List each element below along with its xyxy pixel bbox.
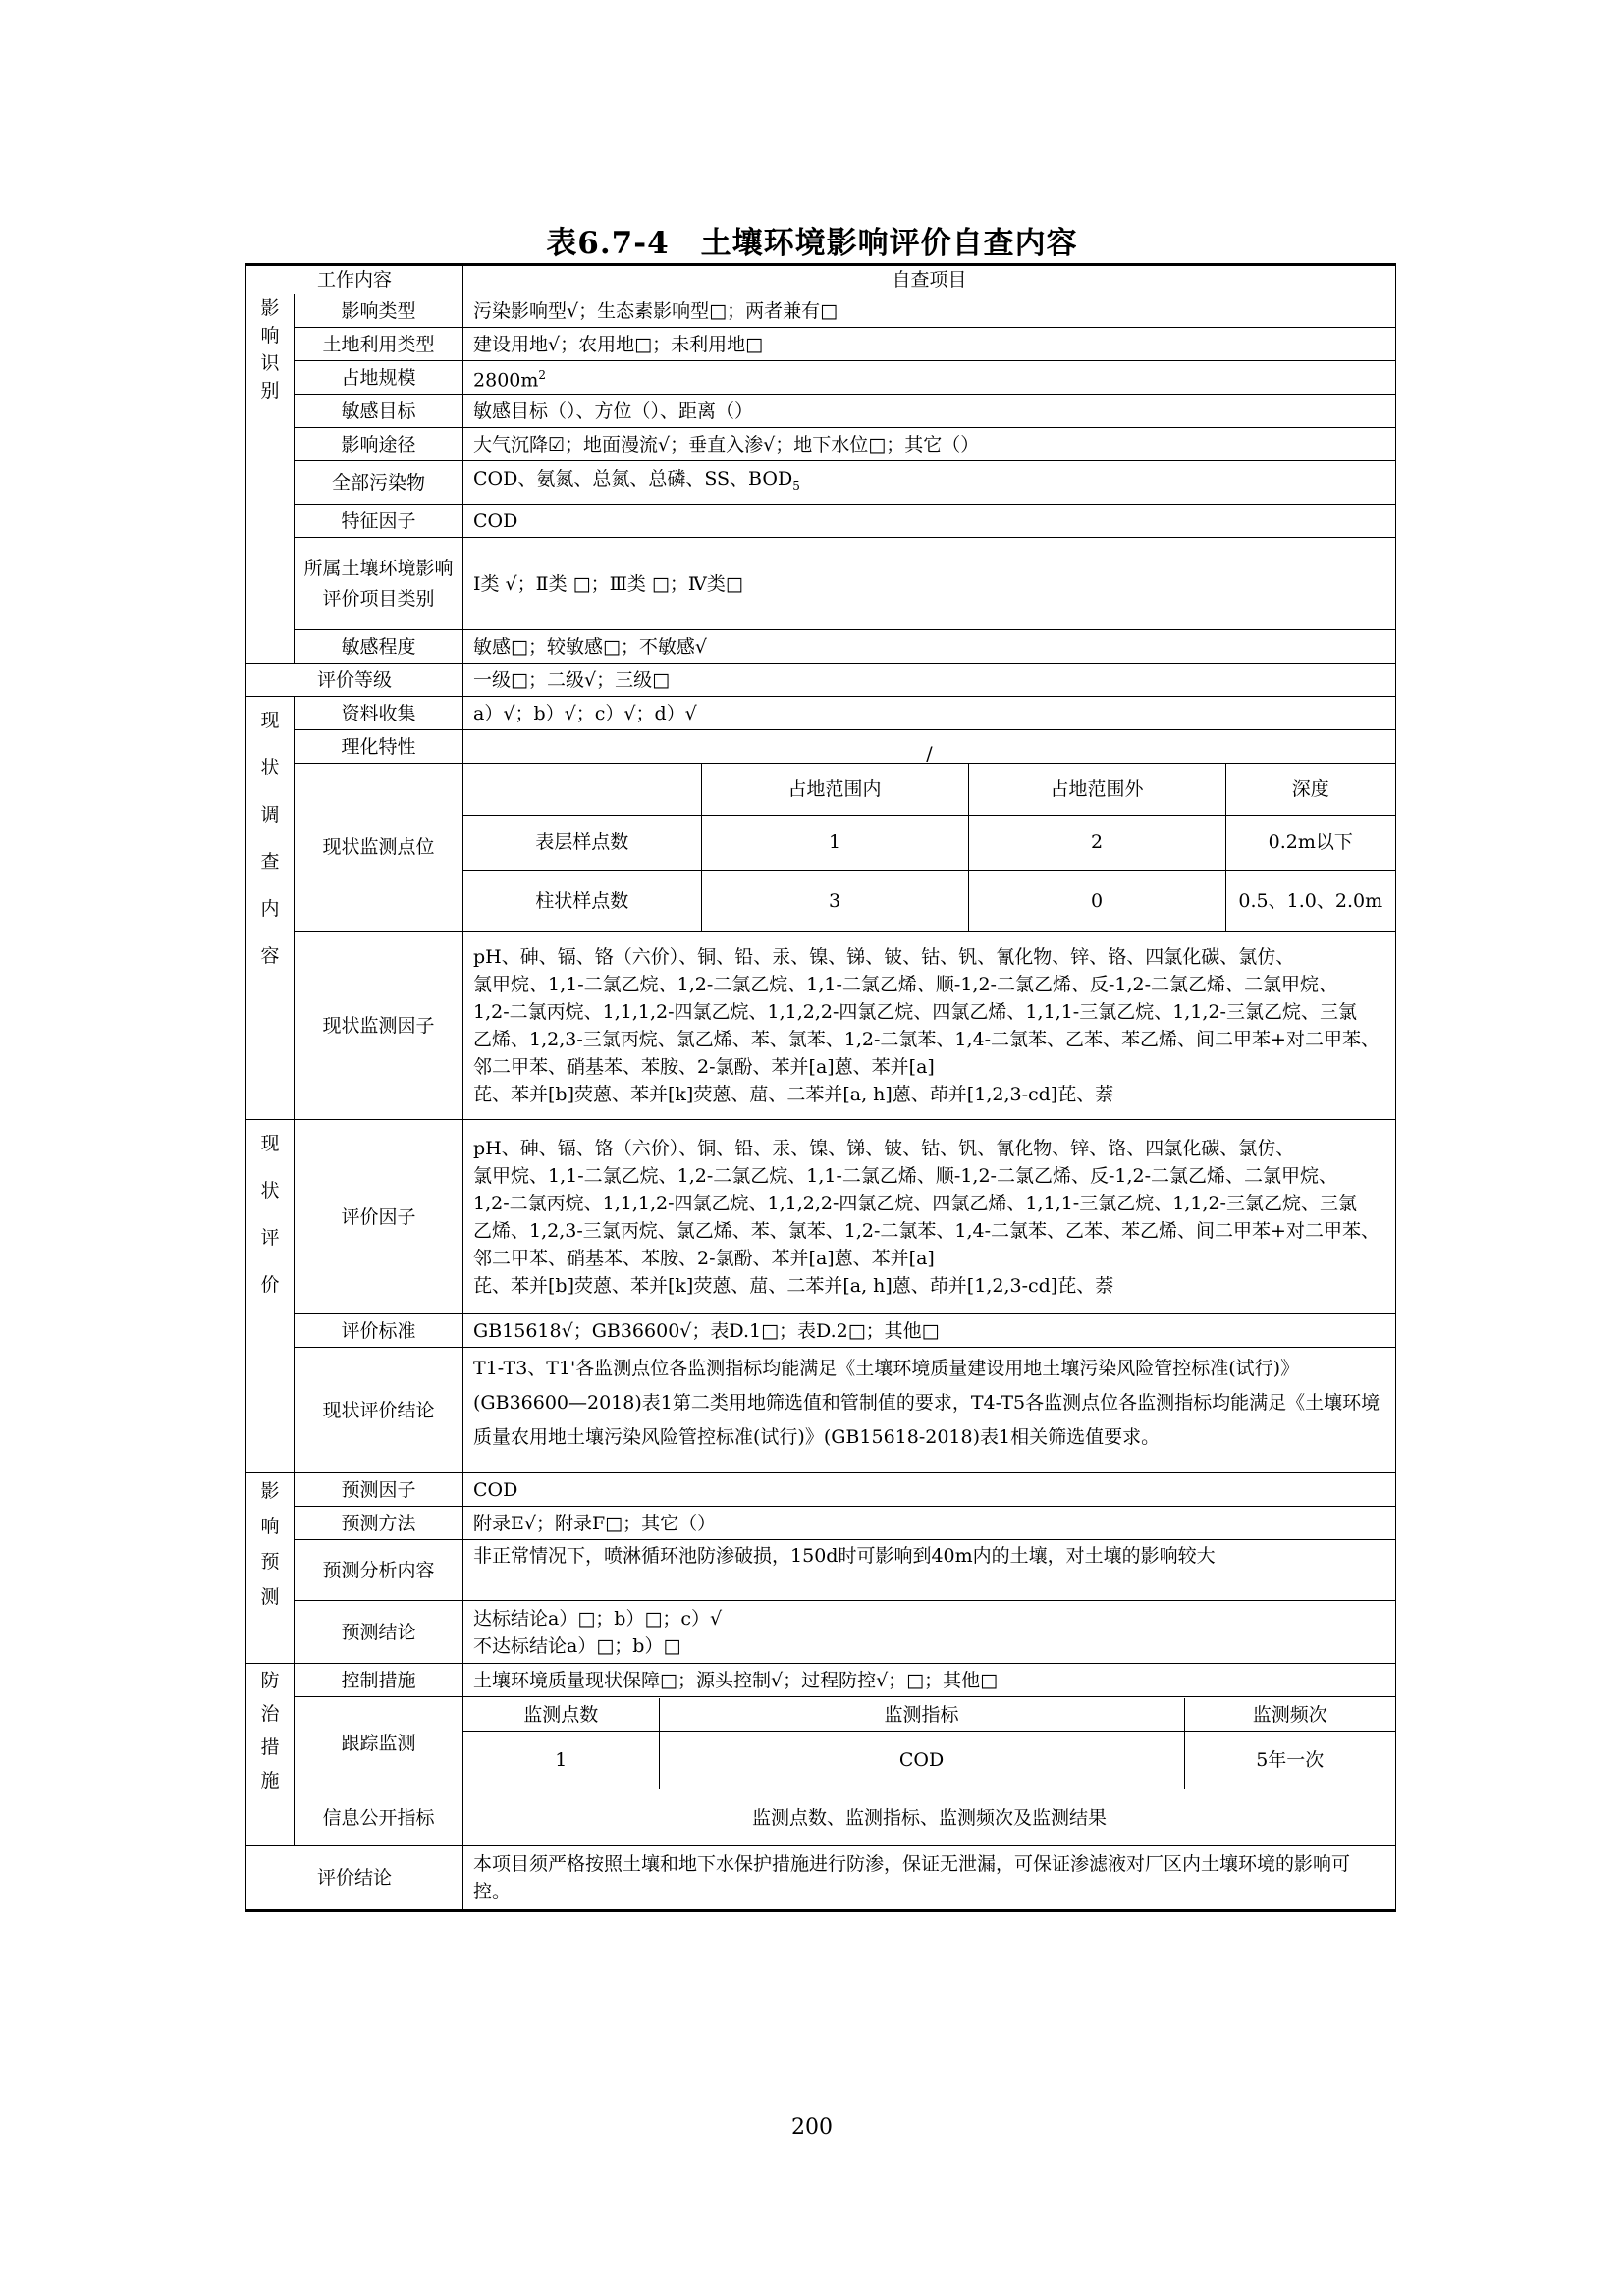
feature-factor-label: 特征因子: [295, 505, 463, 538]
track-value-frequency: 5年一次: [1184, 1732, 1395, 1789]
predict-factor-value: COD: [463, 1473, 1396, 1507]
points-row-inside: 1: [701, 815, 968, 870]
pollutants-value: COD、氨氮、总氮、总磷、SS、$BOD_5$: [463, 461, 1396, 505]
points-header-outside: 占地范围外: [968, 764, 1225, 815]
points-row-depth: 0.2m以下: [1225, 815, 1395, 870]
points-header-inside: 占地范围内: [701, 764, 968, 815]
evaluation-standard-label: 评价标准: [295, 1314, 463, 1348]
feature-factor-value: COD: [463, 505, 1396, 538]
impact-route-value: 大气沉降☑；地面漫流√；垂直入渗√；地下水位□；其它（）: [463, 428, 1396, 461]
points-row-outside: 0: [968, 870, 1225, 931]
sensitive-target-label: 敏感目标: [295, 395, 463, 428]
info-disclosure-value: 监测点数、监测指标、监测频次及监测结果: [463, 1789, 1396, 1846]
data-collection-label: 资料收集: [295, 697, 463, 730]
section-evaluate: 现 状 评 价: [246, 1120, 295, 1473]
land-use-label: 土地利用类型: [295, 328, 463, 361]
physchem-value: /: [463, 730, 1396, 764]
monitoring-points-table: [463, 764, 1395, 931]
predict-factor-label: 预测因子: [295, 1473, 463, 1507]
tracking-monitor-label: 跟踪监测: [295, 1697, 463, 1789]
points-header-depth: 深度: [1225, 764, 1395, 815]
physchem-label: 理化特性: [295, 730, 463, 764]
points-row-name: 柱状样点数: [463, 870, 701, 931]
points-row-name: 表层样点数: [463, 815, 701, 870]
section-identify: 影 响 识 别: [246, 294, 295, 664]
track-header-points: 监测点数: [463, 1698, 659, 1732]
predict-method-value: 附录E√；附录F□；其它（）: [463, 1507, 1396, 1540]
control-measure-value: 土壤环境质量现状保障□；源头控制√；过程防控√；□；其他□: [463, 1664, 1396, 1697]
evaluation-factor-label: 评价因子: [295, 1120, 463, 1314]
evaluation-factor-value: pH、砷、镉、铬（六价）、铜、铅、汞、镍、锑、铍、钴、钒、氰化物、锌、铬、四氯化碳、氯仿、 氯甲烷、1,1-二氯乙烷、1,2-二氯乙烷、1,1-二氯乙烯、顺-1,2-二氯乙烯、反-1,2-二氯乙烯、二氯甲烷、 1,2-二氯丙烷、1,1,1,2-四氯乙烷、1,1,2,2-四氯乙烷、四氯乙烯、1,1,1-三氯乙烷、1,1,2-三氯乙烷、三氯 乙烯、1,2,3-三氯丙烷、氯乙烯、苯、氯苯、1,2-二氯苯、1,4-二氯苯、乙苯、苯乙烯、间二甲苯+对二甲苯、 邻二甲苯、硝基苯、苯胺、2-氯酚、苯并[a]蒽、苯并[a] 芘、苯并[b]荧蒽、苯并[k]荧蒽、䓛、二苯并[a, h]蒽、茚并[1,2,3-cd]芘、萘: [463, 1120, 1396, 1314]
impact-type-label: 影响类型: [295, 294, 463, 328]
evaluation-standard-value: GB15618√；GB36600√；表D.1□；表D.2□；其他□: [463, 1314, 1396, 1348]
sensitive-target-value: 敏感目标（）、方位（）、距离（）: [463, 395, 1396, 428]
track-header-frequency: 监测频次: [1184, 1698, 1395, 1732]
land-use-value: 建设用地√；农用地□；未利用地□: [463, 328, 1396, 361]
data-collection-value: a）√；b）√；c）√；d）√: [463, 697, 1396, 730]
table-title: 表6.7-4 土壤环境影响评价自查内容: [546, 226, 1078, 261]
points-row-depth: 0.5、1.0、2.0m: [1225, 870, 1395, 931]
page-number: 200: [791, 2115, 833, 2140]
evaluation-conclusion-value: T1-T3、T1'各监测点位各监测指标均能满足《土壤环境质量建设用地土壤污染风险管控标准(试行)》(GB36600—2018)表1第二类用地筛选值和管制值的要求，T4-T5各监测点位各监测指标均能满足《土壤环境质量农用地土壤污染风险管控标准(试行)》(GB15618-2018)表1相关筛选值要求。: [463, 1348, 1396, 1473]
points-row-inside: 3: [701, 870, 968, 931]
pollutants-label: 全部污染物: [295, 461, 463, 505]
final-conclusion-label: 评价结论: [246, 1846, 463, 1911]
section-prevent: 防 治 措 施: [246, 1664, 295, 1846]
monitoring-factor-label: 现状监测因子: [295, 932, 463, 1120]
self-check-table: [245, 263, 1396, 1912]
evaluation-conclusion-label: 现状评价结论: [295, 1348, 463, 1473]
sensitivity-value: 敏感□；较敏感□；不敏感√: [463, 630, 1396, 664]
impact-route-label: 影响途径: [295, 428, 463, 461]
section-survey: 现 状 调 查 内 容: [246, 697, 295, 1120]
grade-value: 一级□；二级√；三级□: [463, 664, 1396, 697]
section-predict: 影 响 预 测: [246, 1473, 295, 1664]
monitoring-points-cell: [463, 764, 1396, 932]
project-category-label: 所属土壤环境影响评价项目类别: [295, 538, 463, 630]
predict-conclusion-label: 预测结论: [295, 1601, 463, 1664]
land-scale-label: 占地规模: [295, 361, 463, 395]
land-scale-value: $2800m^2$: [463, 361, 1396, 395]
control-measure-label: 控制措施: [295, 1664, 463, 1697]
header-item: 自查项目: [463, 265, 1396, 294]
predict-analysis-label: 预测分析内容: [295, 1540, 463, 1601]
predict-conclusion-value: 达标结论a）□；b）□；c）√ 不达标结论a）□；b）□: [463, 1601, 1396, 1664]
header-work: 工作内容: [246, 265, 463, 294]
impact-type-value: 污染影响型√；生态素影响型□；两者兼有□: [463, 294, 1396, 328]
monitoring-factor-value: pH、砷、镉、铬（六价）、铜、铅、汞、镍、锑、铍、钴、钒、氰化物、锌、铬、四氯化碳、氯仿、 氯甲烷、1,1-二氯乙烷、1,2-二氯乙烷、1,1-二氯乙烯、顺-1,2-二氯乙烯、反-1,2-二氯乙烯、二氯甲烷、 1,2-二氯丙烷、1,1,1,2-四氯乙烷、1,1,2,2-四氯乙烷、四氯乙烯、1,1,1-三氯乙烷、1,1,2-三氯乙烷、三氯 乙烯、1,2,3-三氯丙烷、氯乙烯、苯、氯苯、1,2-二氯苯、1,4-二氯苯、乙苯、苯乙烯、间二甲苯+对二甲苯、 邻二甲苯、硝基苯、苯胺、2-氯酚、苯并[a]蒽、苯并[a] 芘、苯并[b]荧蒽、苯并[k]荧蒽、䓛、二苯并[a, h]蒽、茚并[1,2,3-cd]芘、萘: [463, 932, 1396, 1120]
final-conclusion-value: 本项目须严格按照土壤和地下水保护措施进行防渗，保证无泄漏，可保证渗滤液对厂区内土壤环境的影响可控。: [463, 1846, 1396, 1911]
tracking-monitor-table: [463, 1698, 1395, 1789]
predict-analysis-value: 非正常情况下，喷淋循环池防渗破损，150d时可影响到40m内的土壤，对土壤的影响较大: [463, 1540, 1396, 1601]
project-category-value: Ⅰ类 √；Ⅱ类 □；Ⅲ类 □；Ⅳ类□: [463, 538, 1396, 630]
points-row-outside: 2: [968, 815, 1225, 870]
grade-label: 评价等级: [246, 664, 463, 697]
monitoring-points-label: 现状监测点位: [295, 764, 463, 932]
track-value-index: COD: [659, 1732, 1184, 1789]
track-value-points: 1: [463, 1732, 659, 1789]
tracking-monitor-cell: [463, 1697, 1396, 1789]
info-disclosure-label: 信息公开指标: [295, 1789, 463, 1846]
predict-method-label: 预测方法: [295, 1507, 463, 1540]
track-header-index: 监测指标: [659, 1698, 1184, 1732]
sensitivity-label: 敏感程度: [295, 630, 463, 664]
